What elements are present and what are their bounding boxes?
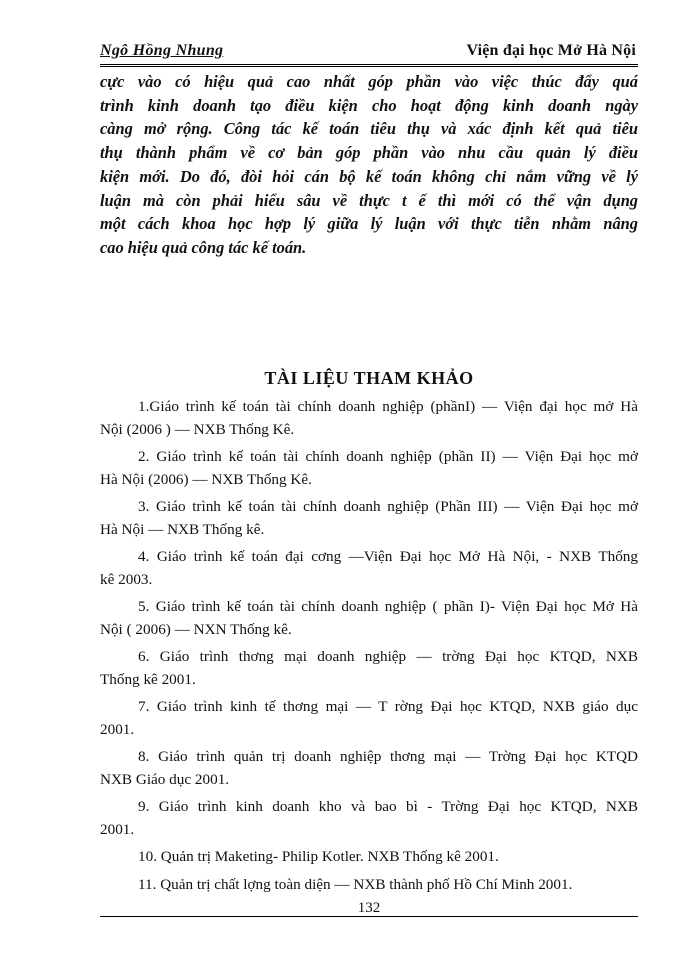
reference-item: [100, 745, 638, 791]
reference-line: Hà Nội — NXB Thống kê.: [100, 521, 265, 538]
header-rule: [100, 64, 638, 67]
reference-item: [100, 795, 638, 841]
intro-line: trình kinh doanh tạo điều kiện cho hoạt động kinh doanh ngày: [100, 95, 638, 115]
header-institution: Viện đại học Mở Hà Nội: [466, 42, 636, 59]
reference-line: 10. Quản trị Maketing- Philip Kotler. NXB Thống kê 2001.: [138, 848, 499, 865]
references-title: TÀI LIỆU THAM KHẢO: [264, 368, 474, 388]
intro-line: cực vào có hiệu quả cao nhất góp phần vào việc thúc đẩy quá: [100, 72, 638, 91]
header-author: Ngô Hồng Nhung: [100, 42, 224, 59]
reference-line: Thống kê 2001.: [100, 671, 196, 688]
intro-line: một cách khoa học hợp lý giữa lý luận với thực tiễn nhằm nâng: [100, 214, 638, 234]
intro-line: càng mở rộng. Công tác kế toán tiêu thụ và xác định kết quả tiêu: [100, 119, 638, 139]
page-number: 132: [357, 900, 381, 916]
reference-line: 1.Giáo trình kế toán tài chính doanh nghiệp (phầnI) — Viện đại học mở Hà: [138, 398, 638, 415]
reference-line: 11. Quản trị chất lợng toàn diện — NXB thành phố Hồ Chí Minh 2001.: [138, 876, 573, 893]
reference-line: kê 2003.: [100, 571, 153, 588]
reference-item: [100, 645, 638, 691]
page-header: [100, 40, 638, 62]
reference-line: 2001.: [100, 821, 135, 838]
reference-line: 6. Giáo trình thơng mại doanh nghiệp — trờng Đại học KTQD, NXB: [138, 648, 638, 665]
intro-line: kiện mới. Do đó, đòi hỏi cán bộ kế toán không chỉ nắm vững về lý: [100, 166, 638, 186]
reference-line: Nội (2006 ) — NXB Thống Kê.: [100, 421, 295, 438]
reference-line: 2001.: [100, 721, 135, 738]
reference-item: [100, 695, 638, 741]
intro-line: cao hiệu quả công tác kế toán.: [100, 237, 307, 257]
reference-item: [100, 545, 638, 591]
reference-item: [100, 395, 638, 441]
reference-line: 8. Giáo trình quản trị doanh nghiệp thơng mại — Trờng Đại học KTQD: [138, 748, 638, 765]
intro-paragraph: [100, 70, 638, 260]
reference-line: 4. Giáo trình kế toán đại cơng —Viện Đại học Mở Hà Nội, - NXB Thống: [138, 548, 638, 565]
reference-item: [100, 873, 638, 896]
intro-line: luận mà còn phải hiểu sâu về thực t ế thì mới có thể vận dụng: [100, 190, 638, 210]
reference-item: [100, 445, 638, 491]
reference-line: 5. Giáo trình kế toán tài chính doanh nghiệp ( phần I)- Viện Đại học Mở Hà: [138, 598, 638, 615]
reference-line: Nội ( 2006) — NXN Thống kê.: [100, 621, 292, 638]
footer-rule: [100, 916, 638, 917]
intro-line: thụ thành phẩm về cơ bản góp phần vào nhu cầu quản lý điều: [100, 143, 638, 163]
reference-line: Hà Nội (2006) — NXB Thống Kê.: [100, 471, 312, 488]
reference-line: NXB Giáo dục 2001.: [100, 771, 230, 788]
reference-line: 9. Giáo trình kinh doanh kho và bao bì - Trờng Đại học KTQD, NXB: [138, 798, 638, 815]
reference-item: [100, 845, 638, 868]
reference-line: 7. Giáo trình kinh tế thơng mại — T rờng Đại học KTQD, NXB giáo dục: [138, 698, 638, 715]
reference-item: [100, 595, 638, 641]
reference-line: 2. Giáo trình kế toán tài chính doanh nghiệp (phần II) — Viện Đại học mở: [138, 448, 638, 465]
reference-item: [100, 495, 638, 541]
reference-line: 3. Giáo trình kế toán tài chính doanh nghiệp (Phần III) — Viện Đại học mở: [138, 498, 638, 515]
